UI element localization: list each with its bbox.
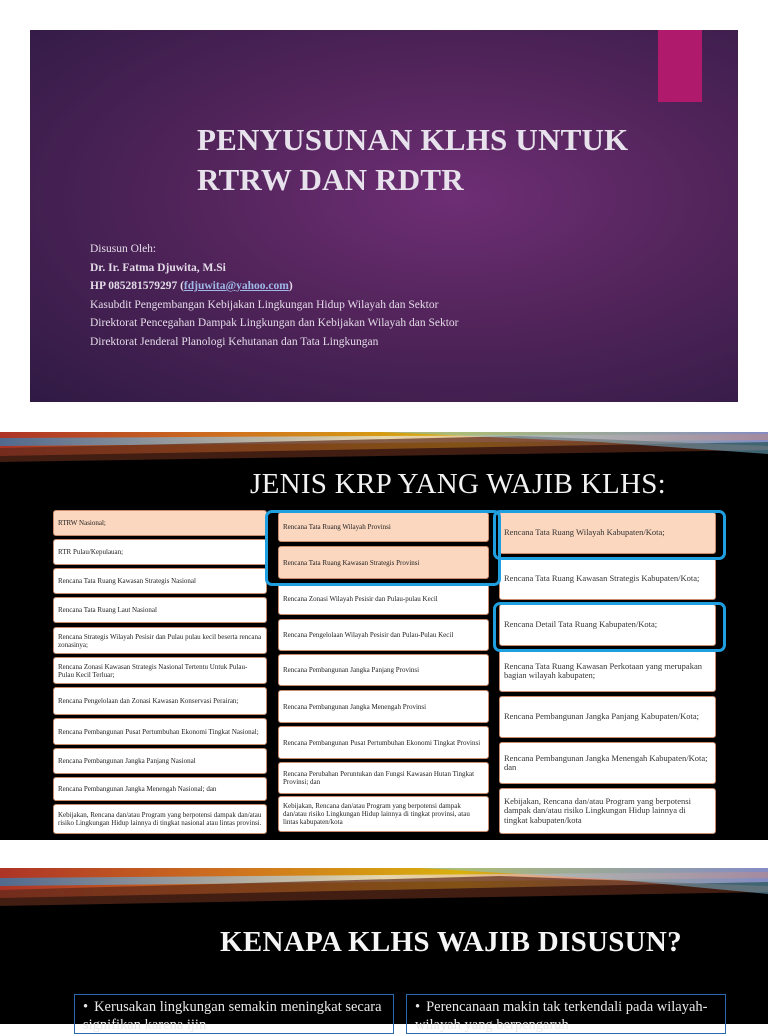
col1-cell: Kebijakan, Rencana dan/atau Program yang berpotensi dampak dan/atau risiko Lingkungan Hidup lainnya di tingkat nasional atau lintas provinsi. bbox=[53, 804, 267, 834]
contact-line bbox=[90, 277, 458, 296]
title-slide bbox=[30, 30, 738, 402]
krp-slide bbox=[0, 432, 768, 840]
col2-cell: Rencana Pembangunan Jangka Panjang Provinsi bbox=[278, 654, 489, 686]
col2-cell: Rencana Tata Ruang Wilayah Provinsi bbox=[278, 512, 489, 542]
highlight-frame bbox=[493, 602, 726, 652]
prepared-by-label: Disusun Oleh: bbox=[90, 243, 157, 255]
title-line-1: PENYUSUNAN KLHS UNTUK bbox=[197, 122, 629, 157]
reason-slide bbox=[0, 868, 768, 1033]
phone-close: ) bbox=[288, 280, 293, 292]
col1-cell: RTRW Nasional; bbox=[53, 510, 267, 536]
col2-cell: Rencana Tata Ruang Kawasan Strategis Provinsi bbox=[278, 546, 489, 579]
col2-cell: Rencana Perubahan Peruntukan dan Fungsi Kawasan Hutan Tingkat Provinsi; dan bbox=[278, 762, 489, 794]
col3-cell: Rencana Pembangunan Jangka Panjang Kabupaten/Kota; bbox=[499, 696, 716, 738]
col3-cell: Kebijakan, Rencana dan/atau Program yang berpotensi dampak dan/atau risiko Lingkungan Hidup lainnya di tingkat kabupaten/kota bbox=[499, 788, 716, 834]
dirjen-line: Direktorat Jenderal Planologi Kehutanan dan Tata Lingkungan bbox=[90, 335, 379, 348]
reason-text-left: Kerusakan lingkungan semakin meningkat secara signifikan karena ijin bbox=[83, 999, 382, 1033]
reason-text-right: Perencanaan makin tak terkendali pada wilayah-wilayah yang berpengaruh bbox=[415, 999, 708, 1033]
col3-cell: Rencana Tata Ruang Kawasan Perkotaan yang merupakan bagian wilayah kabupaten; bbox=[499, 650, 716, 692]
email-link[interactable]: fdjuwita@yahoo.com bbox=[183, 280, 289, 292]
col1-cell: RTR Pulau/Kepulauan; bbox=[53, 539, 267, 565]
author-info bbox=[90, 240, 458, 351]
col1-cell: Rencana Tata Ruang Laut Nasional bbox=[53, 597, 267, 623]
col3-cell: Rencana Tata Ruang Wilayah Kabupaten/Kota; bbox=[499, 512, 716, 554]
col1-cell: Rencana Pembangunan Jangka Panjang Nasional bbox=[53, 748, 267, 774]
title-line-2: RTRW DAN RDTR bbox=[197, 162, 464, 197]
bullet-glyph: • bbox=[415, 999, 421, 1015]
slide-title: JENIS KRP YANG WAJIB KLHS: bbox=[250, 468, 666, 500]
col1-cell: Rencana Tata Ruang Kawasan Strategis Nasional bbox=[53, 568, 267, 594]
slide-title: KENAPA KLHS WAJIB DISUSUN? bbox=[220, 926, 682, 958]
slide-title bbox=[197, 120, 677, 200]
col2-cell: Rencana Pembangunan Pusat Pertumbuhan Ekonomi Tingkat Provinsi bbox=[278, 726, 489, 759]
highlight-frame bbox=[493, 510, 726, 560]
reason-box-right bbox=[406, 994, 726, 1034]
col2-cell: Rencana Pembangunan Jangka Menengah Provinsi bbox=[278, 690, 489, 723]
col1-cell: Rencana Zonasi Kawasan Strategis Nasional Tertentu Untuk Pulau-Pulau Kecil Terluar; bbox=[53, 657, 267, 684]
accent-bar bbox=[658, 30, 702, 102]
bullet-glyph: • bbox=[83, 999, 89, 1015]
col2-cell: Rencana Pengelolaan Wilayah Pesisir dan Pulau-Pulau Kecil bbox=[278, 619, 489, 651]
col3-cell: Rencana Tata Ruang Kawasan Strategis Kabupaten/Kota; bbox=[499, 558, 716, 600]
col1-cell: Rencana Pembangunan Jangka Menengah Nasional; dan bbox=[53, 777, 267, 801]
direktorat-line: Direktorat Pencegahan Dampak Lingkungan dan Kebijakan Wilayah dan Sektor bbox=[90, 317, 459, 329]
col2-cell: Rencana Zonasi Wilayah Pesisir dan Pulau-pulau Kecil bbox=[278, 583, 489, 615]
highlight-frame bbox=[265, 510, 501, 586]
reason-box-left bbox=[74, 994, 394, 1034]
col1-cell: Rencana Strategis Wilayah Pesisir dan Pulau pulau kecil beserta rencana zonasinya; bbox=[53, 627, 267, 654]
col3-cell: Rencana Detail Tata Ruang Kabupaten/Kota; bbox=[499, 604, 716, 646]
subdit-line: Kasubdit Pengembangan Kebijakan Lingkungan Hidup Wilayah dan Sektor bbox=[90, 298, 439, 311]
col3-cell: Rencana Pembangunan Jangka Menengah Kabupaten/Kota; dan bbox=[499, 742, 716, 784]
phone-text: HP 085281579297 ( bbox=[90, 280, 184, 292]
col2-cell: Kebijakan, Rencana dan/atau Program yang berpotensi dampak dan/atau risiko Lingkungan Hidup lainnya di tingkat provinsi, atau lintas kabupaten/kota bbox=[278, 796, 489, 832]
col1-cell: Rencana Pengelolaan dan Zonasi Kawasan Konservasi Perairan; bbox=[53, 687, 267, 715]
decorative-streaks bbox=[0, 868, 768, 928]
col1-cell: Rencana Pembangunan Pusat Pertumbuhan Ekonomi Tingkat Nasional; bbox=[53, 718, 267, 745]
author-name: Dr. Ir. Fatma Djuwita, M.Si bbox=[90, 261, 226, 274]
